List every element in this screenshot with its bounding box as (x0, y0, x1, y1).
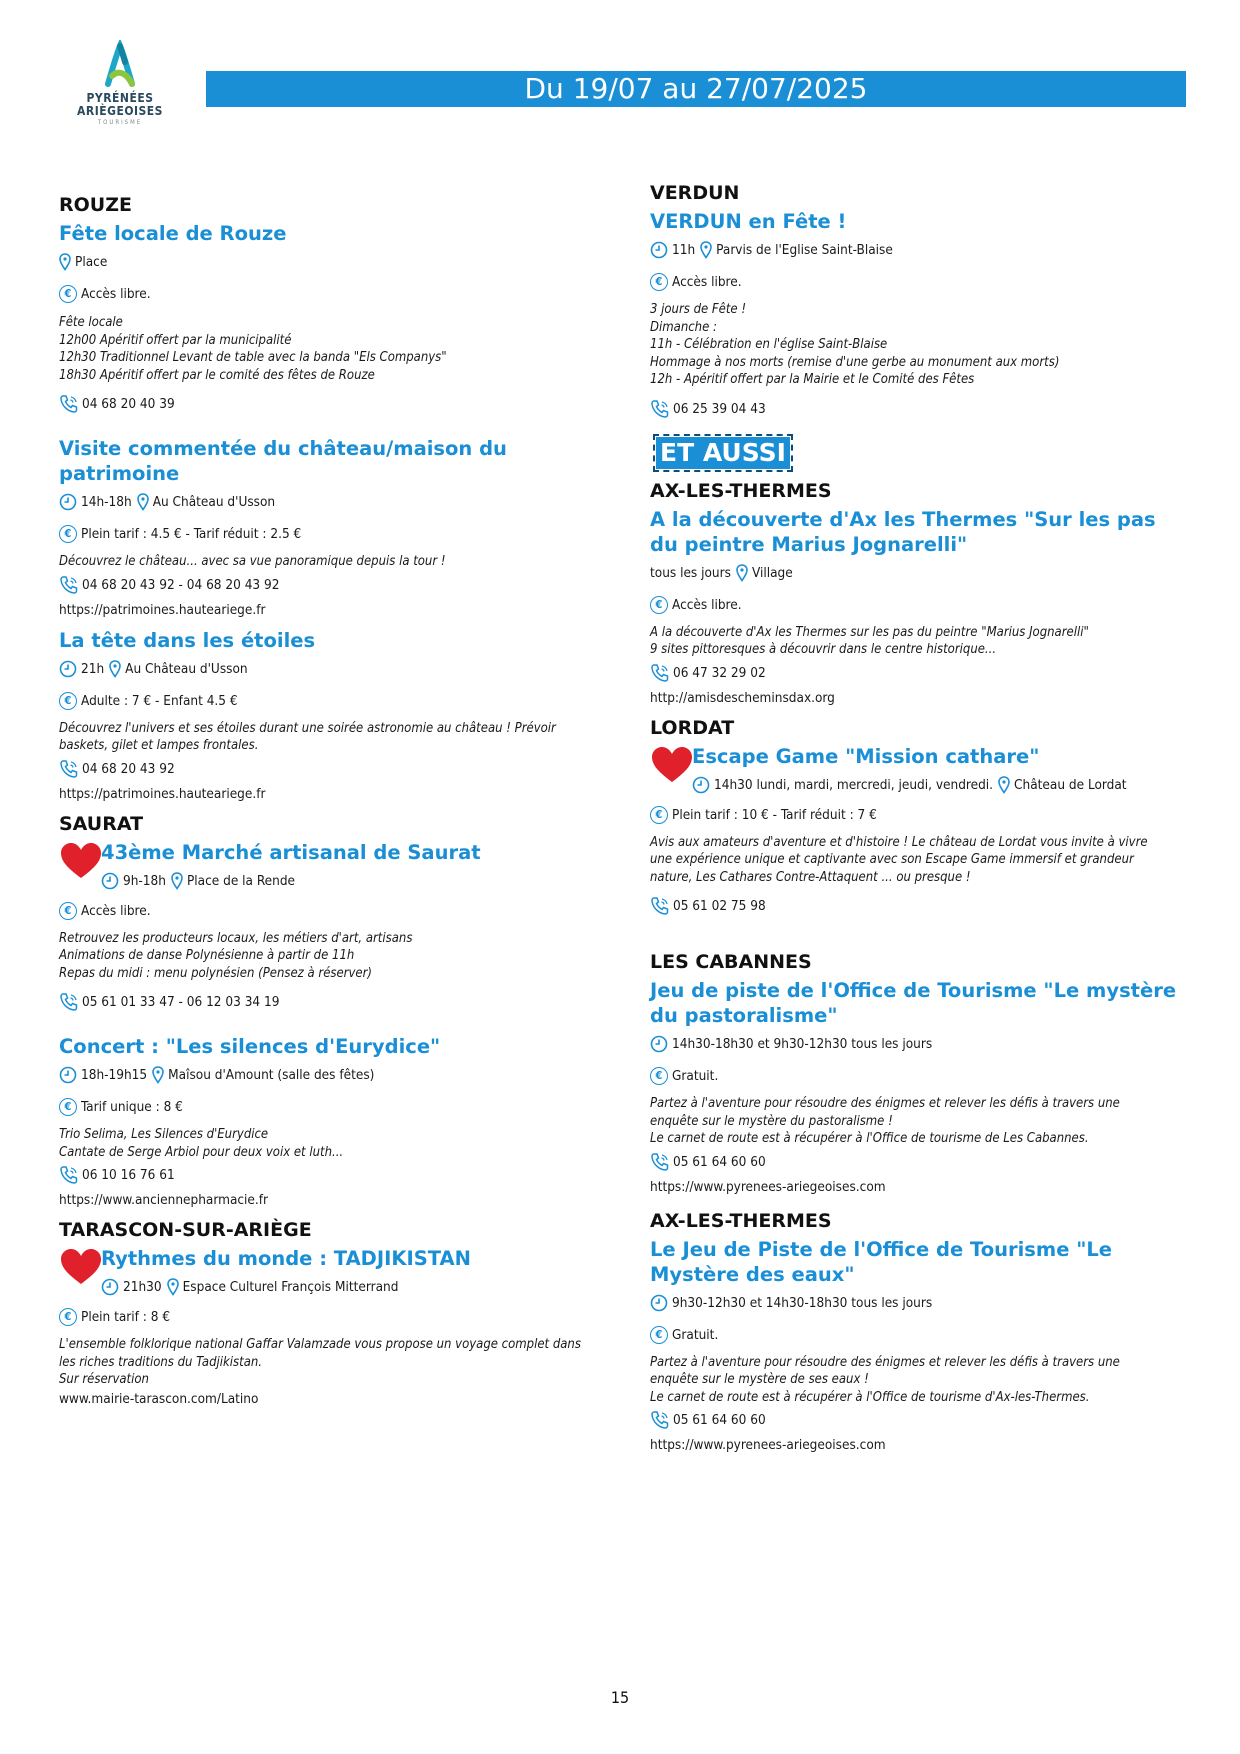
desc-line: Hommage à nos morts (remise d'une gerbe au monument aux morts) (650, 354, 1060, 370)
location-pin-icon (152, 1066, 164, 1084)
event-place: Château de Lordat (1014, 776, 1127, 793)
city-heading: VERDUN (650, 182, 740, 204)
event-price: Accès libre. (81, 902, 151, 919)
event-phone-line (59, 575, 619, 595)
desc-line: Découvrez l'univers et ses étoiles durant une soirée astronomie au château ! Prévoir (59, 720, 556, 736)
event-price-line (59, 1097, 619, 1117)
event-price-line (59, 1307, 619, 1327)
event-time-line (59, 659, 619, 679)
desc-line: 18h30 Apéritif offert par le comité des fêtes de Rouze (59, 367, 375, 383)
phone-icon (650, 1152, 670, 1172)
event-time: 14h30-18h30 et 9h30-12h30 tous les jours (672, 1036, 933, 1052)
desc-line: baskets, gilet et lampes frontales. (59, 738, 259, 753)
phone-icon (650, 896, 670, 916)
event-title: Rythmes du monde : TADJIKISTAN (101, 1247, 471, 1270)
event-phone-line (59, 759, 619, 779)
event-place: Place (75, 254, 108, 270)
city-heading: ROUZE (59, 194, 132, 216)
et-aussi-heading: ET AUSSI (656, 437, 790, 469)
page-number: 15 (610, 1688, 630, 1707)
desc-line: Partez à l'aventure pour résoudre des énigmes et relever les défis à travers une (650, 1354, 1120, 1370)
event-description (59, 720, 619, 755)
location-pin-icon (167, 1278, 179, 1296)
event-phone: 05 61 01 33 47 - 06 12 03 34 19 (82, 994, 280, 1010)
euro-icon: € (59, 1098, 77, 1116)
favorite-event-row (59, 1246, 619, 1297)
logo-line3: TOURISME (97, 119, 143, 126)
phone-icon (650, 399, 670, 419)
event-phone: 04 68 20 40 39 (82, 396, 175, 412)
phone-icon (650, 663, 670, 683)
desc-line: 9 sites pittoresques à découvrir dans le centre historique... (650, 642, 997, 657)
event-phone: 05 61 02 75 98 (673, 898, 766, 914)
event-phone-line (650, 663, 1180, 683)
logo-line2: ARIÈGEOISES (77, 104, 163, 118)
desc-line: 3 jours de Fête ! (650, 302, 747, 317)
desc-line: Repas du midi : menu polynésien (Pensez à réserver) (59, 965, 372, 981)
event-time: 11h (672, 242, 696, 258)
event-description (650, 624, 1180, 659)
event-phone: 05 61 64 60 60 (673, 1153, 766, 1170)
location-pin-icon (736, 564, 748, 582)
event-time: 14h30 lundi, mardi, mercredi, jeudi, vendredi. (714, 776, 994, 793)
event-description (650, 1095, 1180, 1148)
event-ax-jognarelli (650, 479, 1180, 708)
desc-line: Fête locale (59, 315, 123, 330)
event-description (59, 314, 619, 384)
event-price-line (650, 272, 1180, 292)
city-heading: LES CABANNES (650, 951, 812, 973)
desc-line: A la découverte d'Ax les Thermes sur les pas du peintre "Marius Jognarelli" (650, 624, 1089, 640)
euro-icon: € (59, 902, 77, 920)
event-place: Maîsou d'Amount (salle des fêtes) (168, 1067, 375, 1083)
favorite-event-content (101, 1246, 471, 1297)
desc-line: les riches traditions du Tadjikistan. (59, 1354, 263, 1370)
event-phone-line (650, 896, 1180, 916)
event-phone: 06 10 16 76 61 (82, 1167, 175, 1183)
event-price: Plein tarif : 4.5 € - Tarif réduit : 2.5 € (81, 526, 302, 542)
desc-line: 12h - Apéritif offert par la Mairie et le Comité des Fêtes (650, 372, 975, 387)
event-price-line (59, 524, 619, 544)
event-title: Concert : "Les silences d'Eurydice" (59, 1035, 441, 1058)
clock-icon (692, 776, 710, 794)
event-price-line (650, 1325, 1180, 1345)
desc-line: Dimanche : (650, 319, 717, 335)
event-phone-line (650, 399, 1180, 419)
event-title: Le Jeu de Piste de l'Office de Tourisme "Le Mystère des eaux" (650, 1237, 1113, 1286)
event-place: Village (751, 564, 793, 581)
event-price: Accès libre. (81, 286, 151, 302)
event-time: tous les jours (650, 564, 731, 581)
event-price: Plein tarif : 8 € (81, 1309, 171, 1325)
euro-icon: € (650, 1326, 668, 1344)
event-time-line (59, 492, 619, 512)
event-phone-line (59, 992, 619, 1012)
city-heading: AX-LES-THERMES (650, 479, 832, 502)
event-time-line (650, 1293, 1180, 1313)
event-description (650, 1354, 1180, 1407)
favorite-event-content (692, 744, 1127, 795)
event-phone-line (650, 1410, 1180, 1430)
event-description (59, 1126, 619, 1161)
event-tarascon (59, 1218, 619, 1409)
favorite-event-content (101, 840, 481, 891)
location-pin-icon (998, 776, 1010, 794)
event-title: La tête dans les étoiles (59, 628, 316, 652)
event-price: Accès libre. (672, 274, 742, 290)
event-phone-line (59, 1165, 619, 1185)
event-phone-line (59, 394, 619, 414)
phone-icon (59, 759, 79, 779)
event-time: 14h-18h (81, 494, 132, 510)
city-heading: TARASCON-SUR-ARIÈGE (59, 1219, 312, 1241)
clock-icon (59, 1066, 77, 1084)
favorite-event-row (59, 840, 619, 891)
euro-icon: € (650, 273, 668, 291)
event-place: Place de la Rende (186, 872, 296, 889)
event-phone: 04 68 20 43 92 (82, 760, 175, 777)
location-pin-icon (59, 253, 71, 271)
euro-icon: € (59, 692, 77, 710)
logo-line1: PYRÉNÉES (86, 91, 154, 105)
desc-line: enquête sur le mystère du pastoralisme ! (650, 1113, 893, 1129)
event-description (650, 301, 1180, 389)
phone-icon (59, 575, 79, 595)
event-place-line (59, 252, 619, 272)
event-time: 9h30-12h30 et 14h30-18h30 tous les jours (672, 1294, 933, 1311)
event-place: Au Château d'Usson (152, 494, 276, 510)
event-time-line (101, 1277, 471, 1297)
event-time-line (59, 1065, 619, 1085)
event-place: Parvis de l'Eglise Saint-Blaise (716, 242, 893, 258)
euro-icon: € (59, 1308, 77, 1326)
event-verdun (650, 181, 1180, 419)
desc-line: Le carnet de route est à récupérer à l'Office de tourisme d'Ax-les-Thermes. (650, 1389, 1090, 1405)
event-time-line (650, 563, 1180, 583)
event-time: 18h-19h15 (81, 1067, 148, 1083)
event-url-link[interactable]: https://patrimoines.hauteariege.fr (59, 785, 266, 802)
et-aussi-section (656, 437, 1180, 469)
event-url-link[interactable]: www.mairie-tarascon.com/Latino (59, 1390, 259, 1407)
desc-line: Le carnet de route est à récupérer à l'Office de tourisme de Les Cabannes. (650, 1131, 1089, 1146)
right-column (650, 181, 1180, 1455)
brand-logo (70, 40, 170, 128)
event-title: Visite commentée du château/maison du patrimoine (59, 437, 507, 485)
favorite-event-row (650, 744, 1180, 795)
phone-icon (59, 394, 79, 414)
date-banner: Du 19/07 au 27/07/2025 (206, 71, 1186, 107)
event-url-link[interactable]: https://www.anciennepharmacie.fr (59, 1192, 269, 1208)
event-phone: 06 47 32 29 02 (673, 664, 766, 681)
event-title: Escape Game "Mission cathare" (692, 744, 1040, 768)
event-price-line (650, 1066, 1180, 1086)
desc-line: enquête sur le mystère de ses eaux ! (650, 1372, 869, 1387)
euro-icon: € (650, 806, 668, 824)
event-description (650, 834, 1180, 887)
phone-icon (59, 1165, 79, 1185)
event-phone: 06 25 39 04 43 (673, 400, 766, 417)
logo-mark-icon (98, 40, 142, 92)
clock-icon (59, 660, 77, 678)
event-phone: 05 61 64 60 60 (673, 1412, 766, 1428)
desc-line: Animations de danse Polynésienne à partir de 11h (59, 948, 355, 963)
event-place: Espace Culturel François Mitterrand (182, 1279, 399, 1295)
city-heading: SAURAT (59, 812, 144, 835)
location-pin-icon (700, 241, 712, 259)
event-price: Adulte : 7 € - Enfant 4.5 € (81, 692, 238, 709)
event-rouze (59, 193, 619, 414)
desc-line: Avis aux amateurs d'aventure et d'histoire ! Le château de Lordat vous invite à vivre (650, 834, 1148, 850)
heart-icon (650, 746, 694, 784)
event-price: Accès libre. (672, 596, 742, 613)
event-ax-eaux (650, 1209, 1180, 1456)
event-price-line (59, 901, 619, 921)
event-saurat (59, 812, 619, 1013)
desc-line: une expérience unique et captivante avec son Escape Game immersif et grandeur (650, 852, 1134, 867)
event-time: 9h-18h (123, 872, 166, 889)
event-phone: 04 68 20 43 92 - 04 68 20 43 92 (82, 576, 280, 593)
desc-line: Partez à l'aventure pour résoudre des énigmes et relever les défis à travers une (650, 1096, 1120, 1111)
event-title: A la découverte d'Ax les Thermes "Sur les pas du peintre Marius Jognarelli" (650, 507, 1156, 556)
event-time-line (692, 775, 1127, 795)
event-url-link[interactable]: http://amisdescheminsdax.org (650, 689, 835, 706)
event-time: 21h (81, 660, 105, 677)
event-time: 21h30 (123, 1279, 162, 1295)
event-title: 43ème Marché artisanal de Saurat (101, 840, 481, 864)
desc-line: 12h30 Traditionnel Levant de table avec la banda "Els Companys" (59, 350, 447, 365)
clock-icon (650, 1035, 668, 1053)
clock-icon (59, 493, 77, 511)
event-price-line (650, 805, 1180, 825)
location-pin-icon (171, 872, 183, 890)
event-price: Gratuit. (672, 1326, 719, 1343)
desc-line: 12h00 Apéritif offert par la municipalité (59, 332, 292, 348)
location-pin-icon (109, 660, 121, 678)
desc-line: Cantate de Serge Arbiol pour deux voix et luth... (59, 1144, 344, 1160)
desc-line: nature, Les Cathares Contre-Attaquent ... ou presque ! (650, 869, 971, 885)
heart-icon (59, 842, 103, 880)
event-place: Au Château d'Usson (125, 660, 248, 677)
clock-icon (101, 872, 119, 890)
event-lordat (650, 716, 1180, 917)
event-title: Fête locale de Rouze (59, 222, 287, 245)
event-title: VERDUN en Fête ! (650, 210, 847, 233)
euro-icon: € (650, 1067, 668, 1085)
clock-icon (650, 1294, 668, 1312)
euro-icon: € (59, 285, 77, 303)
clock-icon (101, 1278, 119, 1296)
phone-icon (59, 992, 79, 1012)
event-title: Jeu de piste de l'Office de Tourisme "Le mystère du pastoralisme" (650, 979, 1177, 1027)
location-pin-icon (137, 493, 149, 511)
euro-icon: € (59, 525, 77, 543)
event-visite (59, 436, 619, 620)
desc-line: Retrouvez les producteurs locaux, les métiers d'art, artisans (59, 930, 413, 946)
desc-line: Trio Selima, Les Silences d'Eurydice (59, 1127, 269, 1142)
event-cabannes (650, 950, 1180, 1197)
desc-line: Sur réservation (59, 1372, 149, 1387)
event-etoiles (59, 628, 619, 804)
desc-line: 11h - Célébration en l'église Saint-Blaise (650, 337, 888, 352)
event-concert (59, 1034, 619, 1210)
event-description (59, 930, 619, 983)
event-price-line (650, 595, 1180, 615)
clock-icon (650, 241, 668, 259)
phone-icon (650, 1410, 670, 1430)
event-time-line (650, 1034, 1180, 1054)
desc-line: L'ensemble folklorique national Gaffar Valamzade vous propose un voyage complet dans (59, 1337, 581, 1352)
event-price: Tarif unique : 8 € (81, 1099, 183, 1115)
event-time-line (650, 240, 1180, 260)
event-description (59, 1336, 619, 1389)
event-url-link[interactable]: https://www.pyrenees-ariegeoises.com (650, 1437, 886, 1453)
event-price: Plein tarif : 10 € - Tarif réduit : 7 € (672, 806, 877, 823)
heart-icon (59, 1248, 103, 1286)
left-column (59, 193, 619, 1409)
city-heading: LORDAT (650, 716, 735, 739)
event-price-line (59, 284, 619, 304)
event-time-line (101, 871, 481, 891)
event-price-line (59, 691, 619, 711)
event-description: Découvrez le château... avec sa vue panoramique depuis la tour ! (59, 554, 446, 569)
city-heading: AX-LES-THERMES (650, 1209, 832, 1232)
event-price: Gratuit. (672, 1068, 719, 1084)
euro-icon: € (650, 596, 668, 614)
event-phone-line (650, 1152, 1180, 1172)
event-url-link[interactable]: https://www.pyrenees-ariegeoises.com (650, 1178, 886, 1195)
event-url-link[interactable]: https://patrimoines.hauteariege.fr (59, 601, 266, 618)
